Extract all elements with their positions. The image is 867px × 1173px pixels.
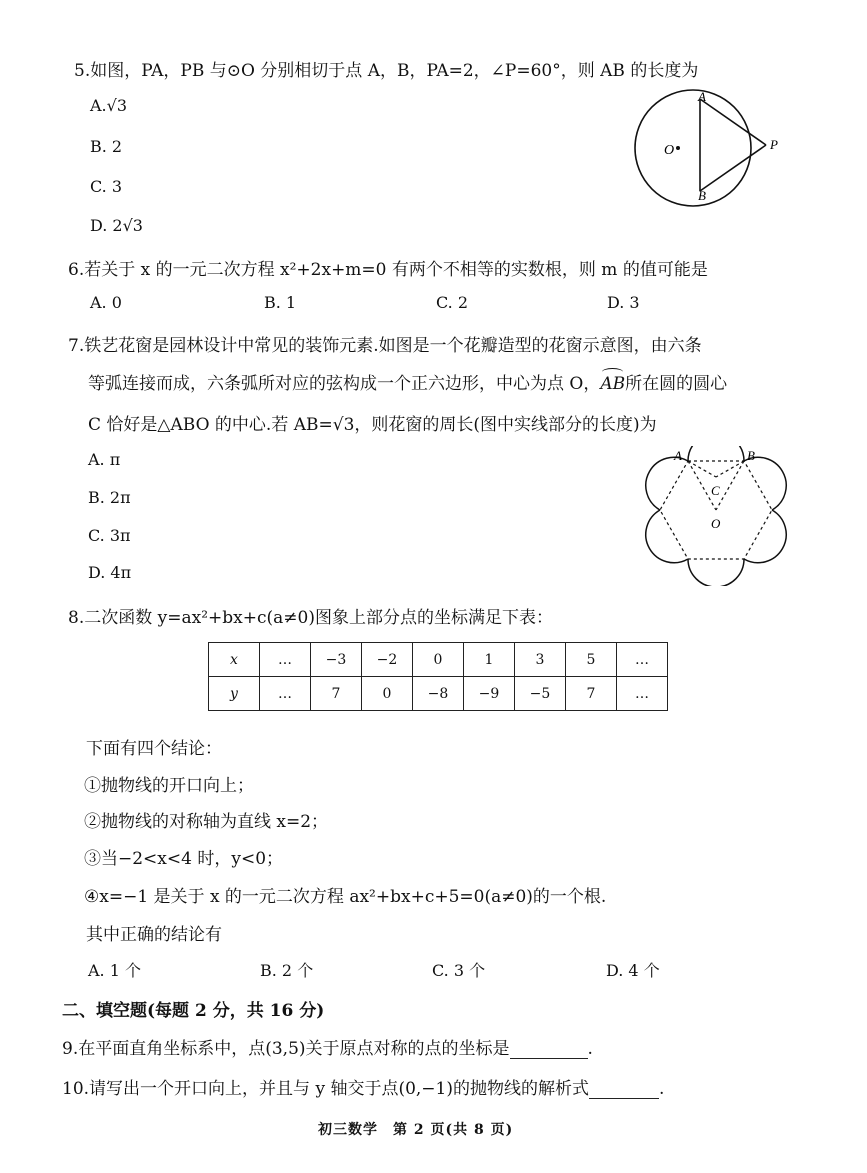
q8-conclusion-1: ①抛物线的开口向上； — [84, 776, 254, 796]
q10 — [62, 1074, 664, 1099]
table-cell: 7 — [566, 677, 617, 711]
q7-label-a: A — [674, 448, 682, 463]
section-title-fill-in: 二、填空题(每题 2 分，共 16 分) — [62, 1001, 325, 1021]
table-cell: 0 — [362, 677, 413, 711]
page-footer: 初三数学 第 2 页(共 8 页) — [318, 1122, 514, 1138]
q8-conclusion-2: ②抛物线的对称轴为直线 x=2； — [84, 812, 329, 832]
q10-end: . — [659, 1079, 665, 1099]
table-cell: 1 — [464, 643, 515, 677]
table-cell: … — [260, 643, 311, 677]
q5-label-o: O — [664, 143, 675, 158]
q8-conclusion-4: ④x=−1 是关于 x 的一元二次方程 ax²+bx+c+5=0(a≠0)的一个根. — [84, 887, 607, 907]
q10-answer-blank[interactable] — [589, 1080, 659, 1099]
table-cell: 0 — [413, 643, 464, 677]
q5-option-b: B. 2 — [90, 137, 123, 156]
q5-center-dot — [676, 146, 680, 150]
table-cell: −3 — [311, 643, 362, 677]
table-cell: 3 — [515, 643, 566, 677]
table-cell: −5 — [515, 677, 566, 711]
table-cell: … — [617, 643, 668, 677]
q5-option-a: A.√3 — [90, 96, 128, 115]
q9-end: . — [587, 1039, 593, 1059]
q7-option-a: A. π — [88, 450, 121, 469]
q9-answer-blank[interactable] — [510, 1040, 588, 1059]
q6-stem: 6.若关于 x 的一元二次方程 x²+2x+m=0 有两个不相等的实数根，则 m 的值可能是 — [68, 260, 708, 280]
q7-label-b: B — [747, 448, 755, 463]
table-header-y: y — [209, 677, 260, 711]
q7-arc-upper-left — [646, 457, 688, 510]
q6-option-c: C. 2 — [436, 293, 469, 312]
q5-circle — [635, 90, 751, 206]
q7-label-c: C — [711, 483, 720, 498]
q7-arc-ab: AB — [600, 374, 625, 394]
q6-option-b: B. 1 — [264, 293, 297, 312]
q8-ask: 其中正确的结论有 — [86, 925, 222, 945]
table-cell: 5 — [566, 643, 617, 677]
table-cell: −9 — [464, 677, 515, 711]
q8-intro: 下面有四个结论： — [86, 739, 222, 759]
table-cell: 7 — [311, 677, 362, 711]
q8-conclusion-3: ③当−2<x<4 时，y<0； — [84, 849, 284, 869]
q5-option-d: D. 2√3 — [90, 216, 143, 235]
q5-tangent-pb — [700, 145, 766, 191]
table-cell: … — [617, 677, 668, 711]
q7-line-2-pre: 等弧连接而成，六条弧所对应的弦构成一个正六边形，中心为点 O， — [88, 374, 601, 394]
q8-option-c: C. 3 个 — [432, 961, 486, 980]
table-cell: … — [260, 677, 311, 711]
table-cell: −2 — [362, 643, 413, 677]
q7-option-c: C. 3π — [88, 526, 131, 545]
q7-arc-mark — [602, 368, 623, 376]
q7-option-b: B. 2π — [88, 488, 131, 507]
q9-text: 9.在平面直角坐标系中，点(3,5)关于原点对称的点的坐标是 — [62, 1039, 510, 1059]
q5-label-a: A — [698, 89, 706, 104]
q5-figure-tangent-circle — [628, 88, 788, 208]
q7-line-3: C 恰好是△ABO 的中心.若 AB=√3，则花窗的周长(图中实线部分的长度)为 — [88, 415, 657, 435]
table-cell: −8 — [413, 677, 464, 711]
q5-option-c: C. 3 — [90, 177, 123, 196]
q10-text: 10.请写出一个开口向上，并且与 y 轴交于点(0,−1)的抛物线的解析式 — [62, 1079, 589, 1099]
q7-dashed-bc — [716, 461, 744, 477]
q7-arc-lower-left — [646, 510, 688, 563]
q8-option-a: A. 1 个 — [88, 961, 141, 980]
q7-arc-top — [688, 446, 744, 461]
q8-option-b: B. 2 个 — [260, 961, 314, 980]
q7-label-o: O — [711, 516, 721, 531]
table-row — [209, 643, 668, 677]
q7-dashed-bo — [716, 461, 744, 510]
q7-arc-lower-right — [744, 510, 786, 563]
q7-option-d: D. 4π — [88, 563, 132, 582]
q7-figure-flower-window — [640, 446, 790, 586]
q7-line-2-post: 所在圆的圆心 — [625, 374, 728, 394]
q5-label-p: P — [770, 137, 778, 152]
q8-stem: 8.二次函数 y=ax²+bx+c(a≠0)图象上部分点的坐标满足下表： — [68, 608, 553, 628]
q5-stem: 5.如图，PA，PB 与⊙O 分别相切于点 A，B，PA=2，∠P=60°，则 AB 的长度为 — [74, 61, 699, 81]
table-row — [209, 677, 668, 711]
q6-option-a: A. 0 — [90, 293, 122, 312]
q8-value-table — [208, 642, 668, 711]
q7-line-2 — [88, 369, 727, 394]
table-header-x: x — [209, 643, 260, 677]
q7-dashed-ac — [688, 461, 716, 477]
q5-label-b: B — [698, 188, 706, 203]
q9 — [62, 1034, 593, 1059]
q7-line-1: 7.铁艺花窗是园林设计中常见的装饰元素.如图是一个花瓣造型的花窗示意图，由六条 — [68, 336, 702, 356]
q7-arc-upper-right — [744, 457, 786, 510]
q6-option-d: D. 3 — [607, 293, 640, 312]
q7-arc-bottom — [688, 559, 744, 586]
q8-option-d: D. 4 个 — [606, 961, 660, 980]
